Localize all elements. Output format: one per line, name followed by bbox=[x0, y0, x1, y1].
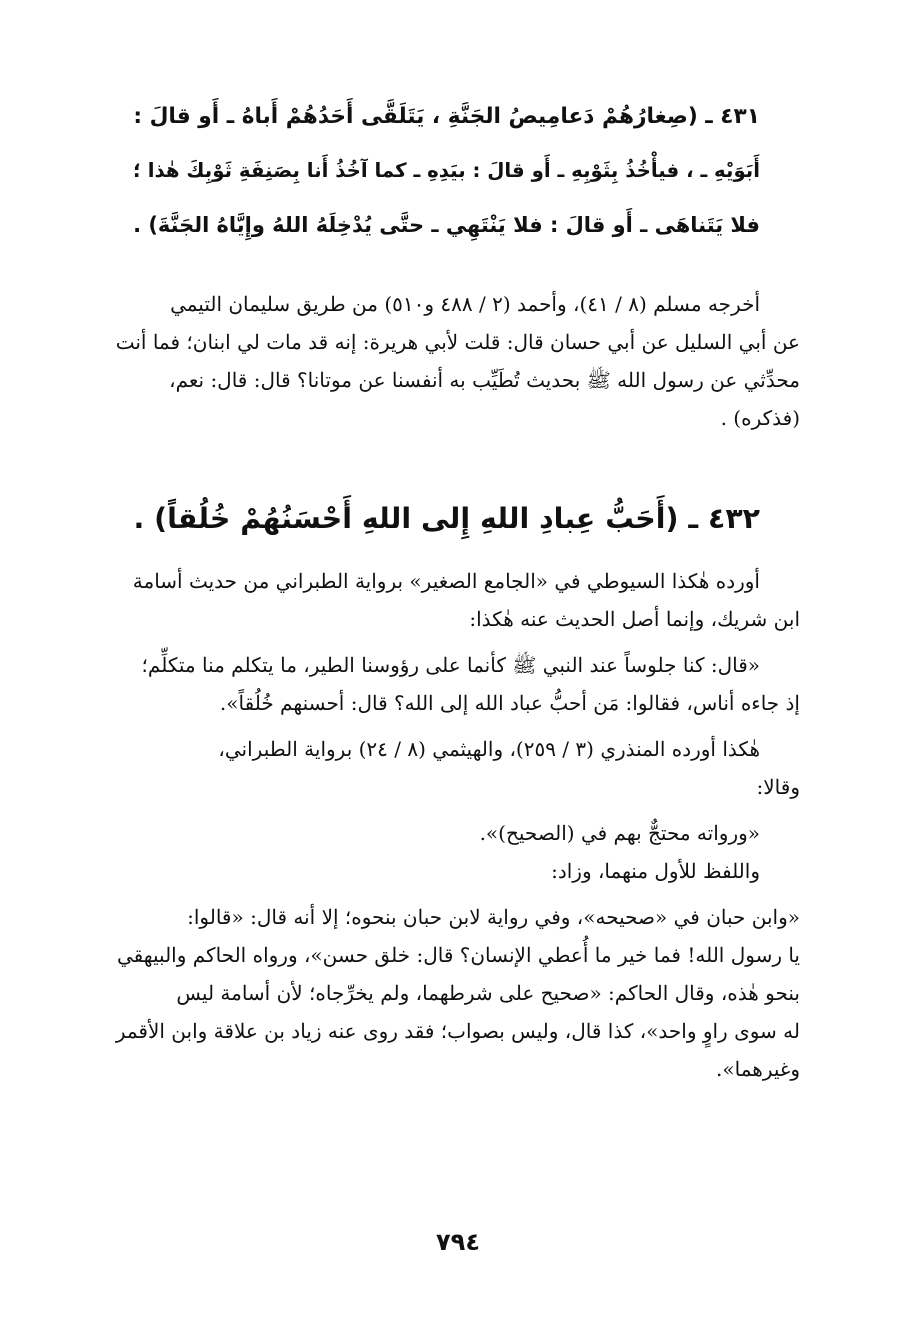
hadith-431-line-2: أَبَوَيْهِ ـ ، فيأْخُذُ بِثَوْبِهِ ـ أَو قالَ : بيَدِهِ ـ كما آخُذُ أَنا بِصَنِفَةِ ثَوْبِكَ هٰذا ؛ bbox=[132, 159, 760, 182]
hadith-431 bbox=[120, 90, 760, 252]
commentary-432-p3-line-2: وقالا: bbox=[756, 775, 800, 799]
commentary-431-line-3: محدِّثي عن رسول الله ﷺ بحديث تُطَيِّب به أنفسنا عن موتانا؟ قال: قال: نعم، bbox=[169, 368, 800, 392]
commentary-432-p2-line-1: «قال: كنا جلوساً عند النبي ﷺ كأنما على رؤوسنا الطير، ما يتكلم منا متكلِّم؛ bbox=[141, 653, 760, 677]
commentary-432-p6-line-2: يا رسول الله! فما خير ما أُعطي الإنسان؟ قال: خلق حسن»، ورواه الحاكم والبيهقي bbox=[117, 943, 800, 967]
commentary-431-line-2: عن أبي السليل عن أبي حسان قال: قلت لأبي هريرة: إنه قد مات لي ابنان؛ فما أنت bbox=[115, 330, 800, 354]
commentary-432 bbox=[100, 562, 800, 1088]
commentary-431-line-1: أخرجه مسلم (٨ / ٤١)، وأحمد (٢ / ٤٨٨ و٥١٠) من طريق سليمان التيمي bbox=[170, 292, 760, 316]
commentary-432-p1-line-2: ابن شريك، وإنما أصل الحديث عنه هٰكذا: bbox=[469, 607, 800, 631]
commentary-432-p3-line-1: هٰكذا أورده المنذري (٣ / ٢٥٩)، والهيثمي (٨ / ٢٤) برواية الطبراني، bbox=[218, 737, 760, 761]
commentary-432-p6-line-4: له سوى راوٍ واحد»، كذا قال، وليس بصواب؛ فقد روى عنه زياد بن علاقة وابن الأقمر bbox=[115, 1019, 800, 1043]
commentary-432-p4-line-1: «ورواته محتجٌّ بهم في (الصحيح)». bbox=[479, 821, 760, 845]
hadith-431-line-3: فلا يَتَناهَى ـ أَو قالَ : فلا يَنْتَهِي ـ حتَّى يُدْخِلَهُ اللهُ وإِيَّاهُ الجَنَّةَ) . bbox=[133, 213, 760, 237]
hadith-432-title: ٤٣٢ ـ (أَحَبُّ عِبادِ اللهِ إِلى اللهِ أَحْسَنُهُمْ خُلُقاً) . bbox=[133, 502, 760, 535]
commentary-432-p5-line-1: واللفظ للأول منهما، وزاد: bbox=[551, 859, 760, 883]
hadith-432 bbox=[120, 492, 760, 546]
page-number: ٧٩٤ bbox=[436, 1228, 480, 1256]
commentary-432-p1-line-1: أورده هٰكذا السيوطي في «الجامع الصغير» برواية الطبراني من حديث أسامة bbox=[132, 569, 760, 593]
hadith-431-line-1: ٤٣١ ـ (صِغارُهُمْ دَعامِيصُ الجَنَّةِ ، يَتَلَقَّى أَحَدُهُمْ أَباهُ ـ أَو قالَ : bbox=[133, 104, 760, 129]
commentary-432-p6-line-5: وغيرهما». bbox=[716, 1057, 800, 1081]
commentary-431-line-4: (فذكره) . bbox=[720, 406, 800, 430]
commentary-432-p6-line-1: «وابن حبان في «صحيحه»، وفي رواية لابن حبان بنحوه؛ إلا أنه قال: «قالوا: bbox=[187, 905, 800, 929]
commentary-432-p2-line-2: إذ جاءه أناس، فقالوا: مَن أحبُّ عباد الله إلى الله؟ قال: أحسنهم خُلُقاً». bbox=[219, 691, 800, 715]
commentary-432-p6-line-3: بنحو هٰذه، وقال الحاكم: «صحيح على شرطهما، ولم يخرِّجاه؛ لأن أسامة ليس bbox=[176, 981, 800, 1005]
commentary-431 bbox=[100, 285, 800, 437]
